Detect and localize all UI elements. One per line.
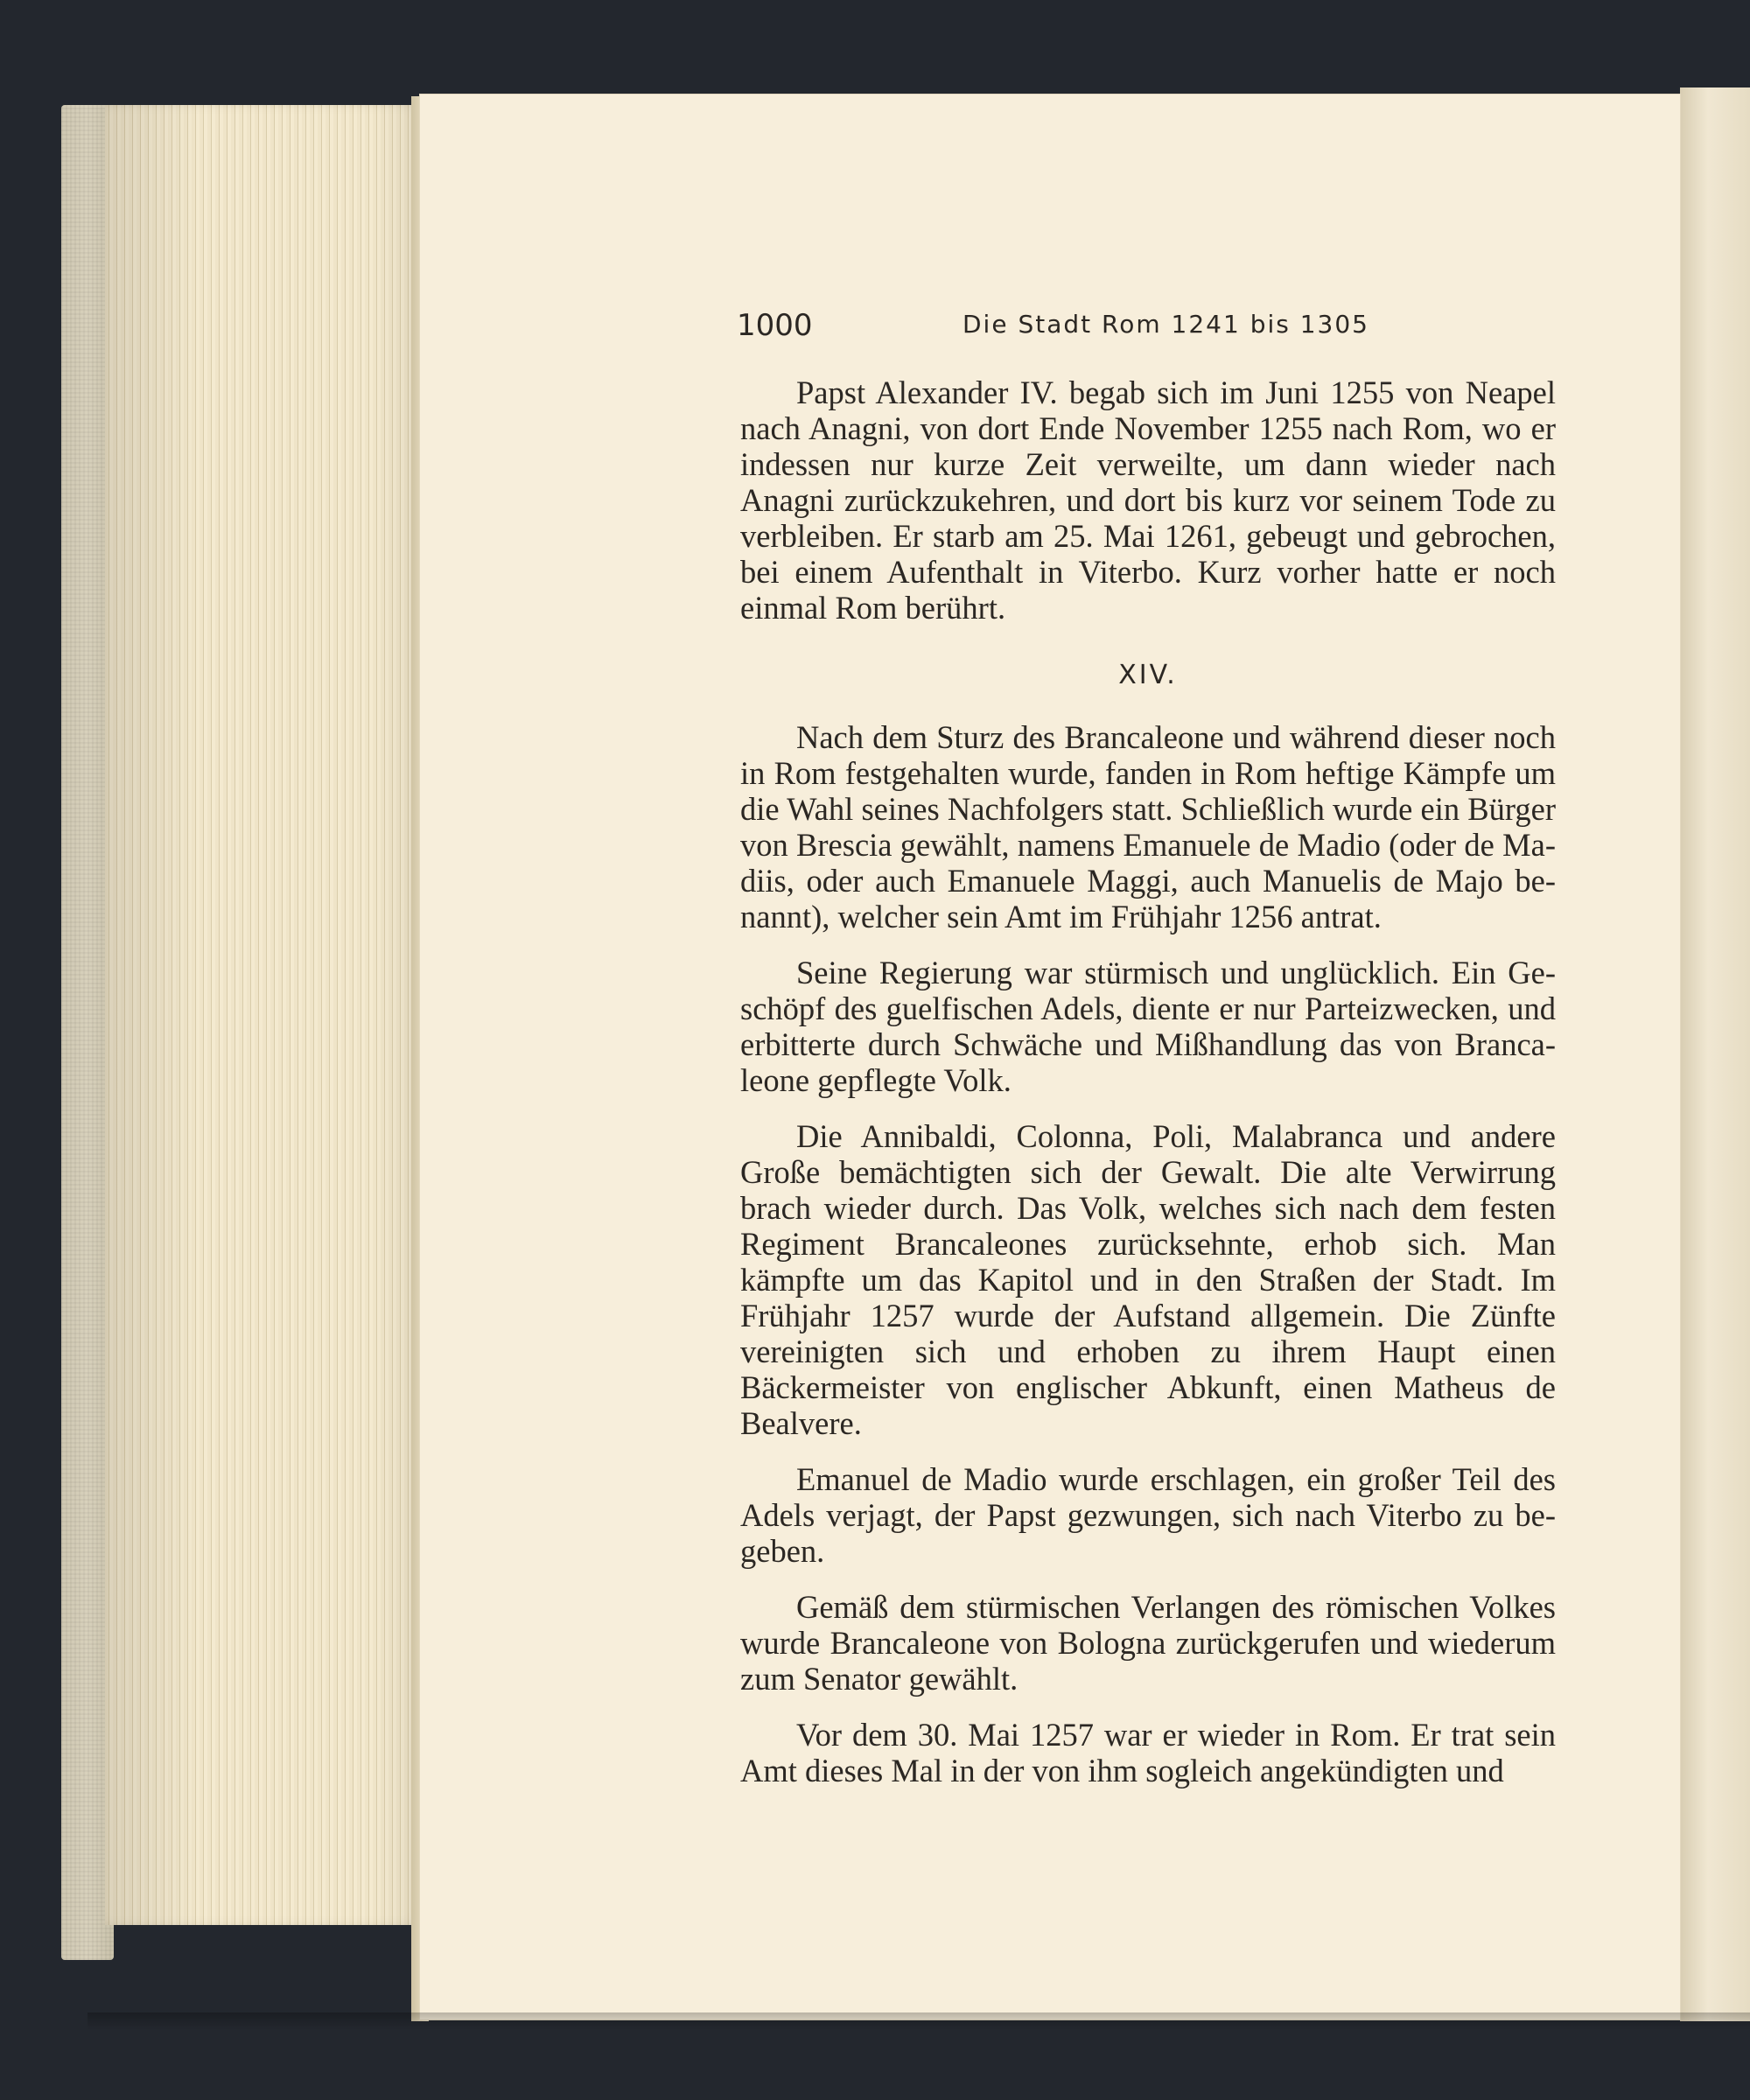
paragraph: Vor dem 30. Mai 1257 war er wieder in Rom. Er trat sein Amt dieses Mal in der von ihm sogleich angekündigten und: [740, 1717, 1556, 1788]
page-header: [737, 308, 1559, 352]
paragraph: Nach dem Sturz des Brancaleone und während dieser noch in Rom festgehalten wurde, fanden in Rom heftige Kämpfe um die Wahl seines Nachfolgers statt. Schließlich wurde ein Bürger von Brescia gewählt, namens Emanuele de Madio (oder de Madiis, oder auch Emanuele Maggi, auch Manuelis de Majo benannt), welcher sein Amt im Frühjahr 1256 antrat.: [740, 719, 1556, 934]
section-heading: XIV.: [1118, 660, 1178, 690]
paragraph: Die Annibaldi, Colonna, Poli, Malabranca und andere Große bemächtigten sich der Gewalt. Die alte Verwirrung brach wieder durch. Das Volk, welches sich nach dem festen Regiment Brancaleones zurücksehnte, erhob sich. Man kämpfte um das Kapitol und in den Straßen der Stadt. Im Frühjahr 1257 wurde der Aufstand allgemein. Die Zünfte vereinigten sich und erhoben zu ihrem Haupt einen Bäckermeister von englischer Abkunft, einen Matheus de Bealvere.: [740, 1118, 1556, 1441]
paragraph: Emanuel de Madio wurde erschlagen, ein großer Teil des Adels verjagt, der Papst gezwungen, sich nach Viterbo zu begeben.: [740, 1461, 1556, 1569]
running-head: Die Stadt Rom 1241 bis 1305: [962, 310, 1369, 339]
facing-page-edge: [1680, 88, 1750, 2021]
page-body: [740, 374, 1556, 1788]
page-number: 1000: [737, 308, 813, 343]
paragraph: Gemäß dem stürmischen Verlangen des römischen Volkes wurde Brancaleone von Bologna zurückgerufen und wiederum zum Senator gewählt.: [740, 1589, 1556, 1697]
paragraph: Papst Alexander IV. begab sich im Juni 1255 von Neapel nach Anagni, von dort Ende November 1255 nach Rom, wo er indessen nur kurze Zeit verweilte, um dann wieder nach Anagni zurückzukehren, und dort bis kurz vor seinem Tode zu verbleiben. Er starb am 25. Mai 1261, gebeugt und gebrochen, bei einem Aufenthalt in Viterbo. Kurz vorher hatte er noch einmal Rom berührt.: [740, 374, 1556, 626]
paragraph: Seine Regierung war stürmisch und unglücklich. Ein Geschöpf des guelfischen Adels, diente er nur Parteizwecken, und erbitterte durch Schwäche und Mißhandlung das von Brancaleone gepflegte Volk.: [740, 955, 1556, 1098]
